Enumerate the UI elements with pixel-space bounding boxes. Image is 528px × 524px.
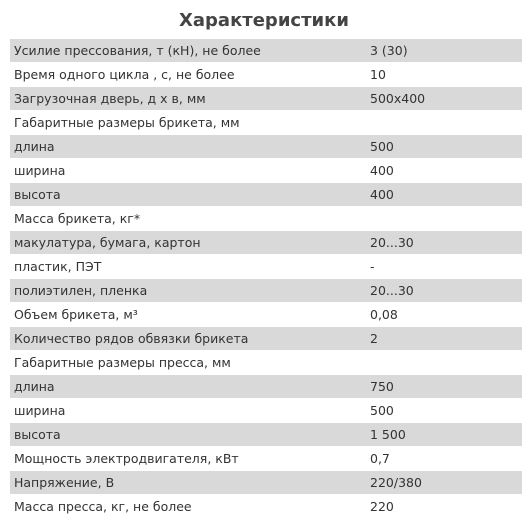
spec-name: Объем брикета, м³ xyxy=(10,303,366,327)
spec-name: длина xyxy=(10,375,366,399)
table-row xyxy=(10,183,522,207)
page-title: Характеристики xyxy=(179,10,349,31)
table-row xyxy=(10,471,522,495)
table-row xyxy=(10,375,522,399)
table-row xyxy=(10,423,522,447)
spec-table-body xyxy=(10,39,522,519)
spec-name: Габаритные размеры брикета, мм xyxy=(10,111,366,135)
spec-value: 220/380 xyxy=(366,471,522,495)
table-row xyxy=(10,255,522,279)
spec-name: высота xyxy=(10,423,366,447)
table-row xyxy=(10,327,522,351)
spec-value: 0,7 xyxy=(366,447,522,471)
table-row xyxy=(10,159,522,183)
spec-value: 500x400 xyxy=(366,87,522,111)
spec-value: 2 xyxy=(366,327,522,351)
spec-value: 500 xyxy=(366,135,522,159)
spec-value: 220 xyxy=(366,495,522,519)
spec-name: Мощность электродвигателя, кВт xyxy=(10,447,366,471)
table-row xyxy=(10,207,522,231)
spec-value: 1 500 xyxy=(366,423,522,447)
spec-value: 400 xyxy=(366,183,522,207)
spec-value: 750 xyxy=(366,375,522,399)
table-row xyxy=(10,63,522,87)
spec-value: 10 xyxy=(366,63,522,87)
table-row xyxy=(10,135,522,159)
spec-name: Габаритные размеры пресса, мм xyxy=(10,351,366,375)
spec-value: - xyxy=(366,255,522,279)
spec-name: Масса брикета, кг* xyxy=(10,207,366,231)
spec-table xyxy=(10,39,522,519)
spec-name: Усилие прессования, т (кН), не более xyxy=(10,39,366,63)
spec-value xyxy=(366,207,522,231)
spec-name: Время одного цикла , с, не более xyxy=(10,63,366,87)
table-row xyxy=(10,111,522,135)
spec-value: 20...30 xyxy=(366,279,522,303)
table-row xyxy=(10,303,522,327)
table-row xyxy=(10,399,522,423)
table-row xyxy=(10,231,522,255)
spec-name: пластик, ПЭТ xyxy=(10,255,366,279)
spec-name: ширина xyxy=(10,399,366,423)
spec-name: Напряжение, В xyxy=(10,471,366,495)
spec-name: высота xyxy=(10,183,366,207)
table-row xyxy=(10,279,522,303)
spec-value xyxy=(366,351,522,375)
table-row xyxy=(10,447,522,471)
table-row xyxy=(10,351,522,375)
spec-name: макулатура, бумага, картон xyxy=(10,231,366,255)
spec-value: 3 (30) xyxy=(366,39,522,63)
spec-name: ширина xyxy=(10,159,366,183)
spec-name: Количество рядов обвязки брикета xyxy=(10,327,366,351)
spec-value: 500 xyxy=(366,399,522,423)
spec-value xyxy=(366,111,522,135)
spec-value: 400 xyxy=(366,159,522,183)
spec-name: Масса пресса, кг, не более xyxy=(10,495,366,519)
spec-name: полиэтилен, пленка xyxy=(10,279,366,303)
table-row xyxy=(10,87,522,111)
table-row xyxy=(10,39,522,63)
spec-name: Загрузочная дверь, д х в, мм xyxy=(10,87,366,111)
spec-value: 0,08 xyxy=(366,303,522,327)
table-row xyxy=(10,495,522,519)
spec-name: длина xyxy=(10,135,366,159)
spec-value: 20...30 xyxy=(366,231,522,255)
